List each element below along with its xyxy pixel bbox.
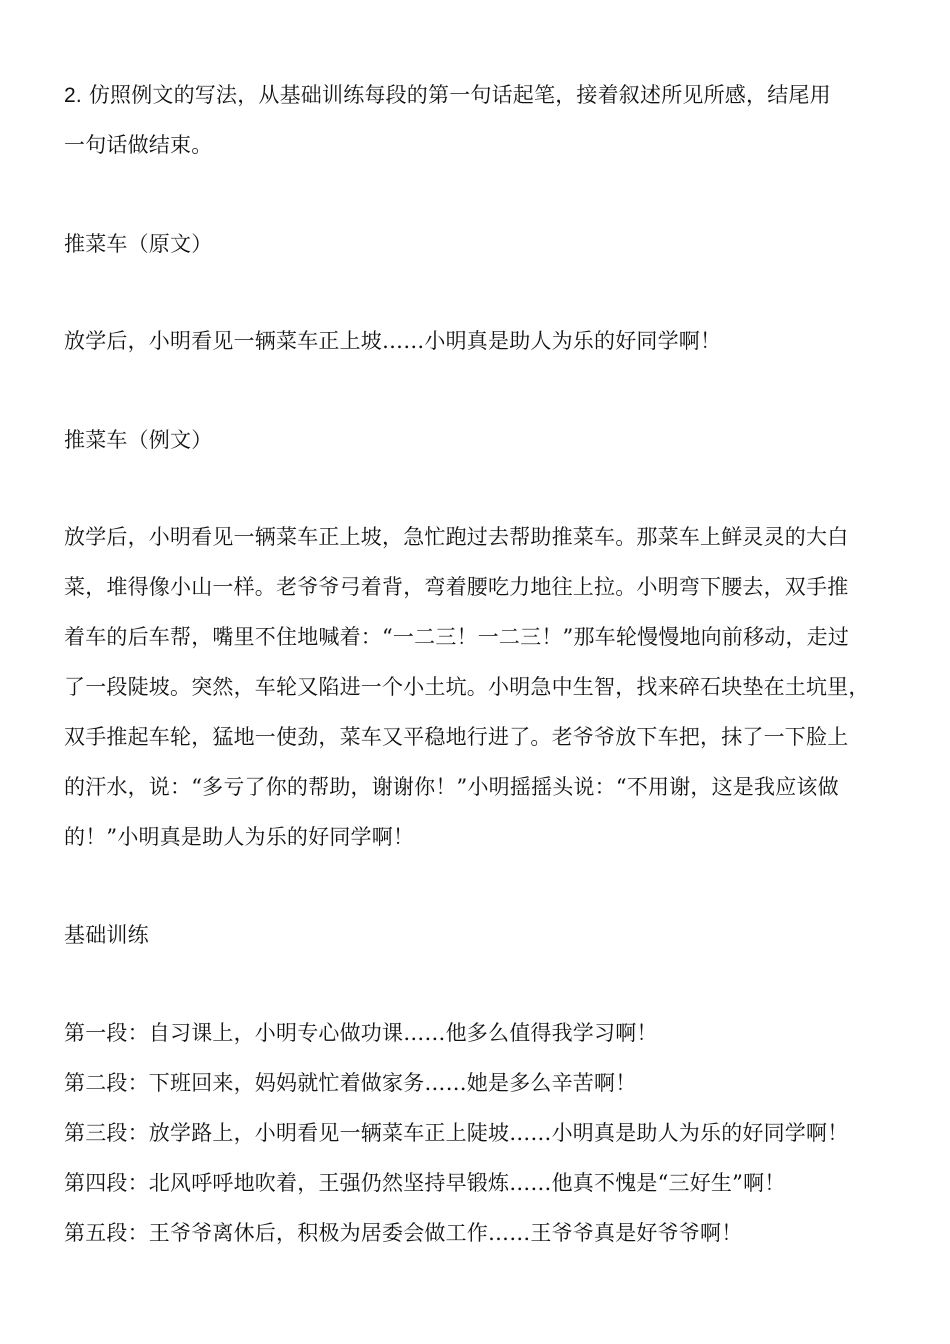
example-line: 放学后，小明看见一辆菜车正上坡，急忙跑过去帮助推菜车。那菜车上鲜灵灵的大白 (64, 525, 849, 549)
example-line: 菜，堆得像小山一样。老爷爷弓着背，弯着腰吃力地往上拉。小明弯下腰去，双手推 (64, 575, 849, 599)
training-item: 第一段：自习课上，小明专心做功课……他多么值得我学习啊！ (64, 1021, 658, 1045)
example-line: 双手推起车轮，猛地一使劲，菜车又平稳地行进了。老爷爷放下车把，抹了一下脸上 (64, 725, 849, 749)
instruction-line-1 (64, 80, 894, 111)
training-title: 基础训练 (64, 923, 149, 947)
original-title: 推菜车（原文） (64, 232, 213, 256)
example-line: 了一段陡坡。突然，车轮又陷进一个小土坑。小明急中生智，找来碎石块垫在土坑里， (64, 675, 870, 699)
training-item: 第二段：下班回来，妈妈就忙着做家务……她是多么辛苦啊！ (64, 1071, 637, 1095)
instruction-text-1: 仿照例文的写法，从基础训练每段的第一句话起笔，接着叙述所见所感，结尾用 (88, 83, 831, 107)
example-line: 着车的后车帮，嘴里不住地喊着：“一二三！一二三！”那车轮慢慢地向前移动，走过 (64, 625, 850, 649)
instruction-number: 2. (64, 84, 82, 107)
training-item: 第三段：放学路上，小明看见一辆菜车正上陡坡……小明真是助人为乐的好同学啊！ (64, 1121, 849, 1145)
example-line: 的！”小明真是助人为乐的好同学啊！ (64, 825, 415, 849)
instruction-line-2: 一句话做结束。 (64, 133, 213, 157)
example-title: 推菜车（例文） (64, 428, 213, 452)
original-text: 放学后，小明看见一辆菜车正上坡……小明真是助人为乐的好同学啊！ (64, 329, 722, 353)
training-item: 第五段：王爷爷离休后，积极为居委会做工作……王爷爷真是好爷爷啊！ (64, 1221, 743, 1245)
example-line: 的汗水，说：“多亏了你的帮助，谢谢你！”小明摇摇头说：“不用谢，这是我应该做 (64, 775, 839, 799)
training-item: 第四段：北风呼呼地吹着，王强仍然坚持早锻炼……他真不愧是“三好生”啊！ (64, 1171, 786, 1195)
